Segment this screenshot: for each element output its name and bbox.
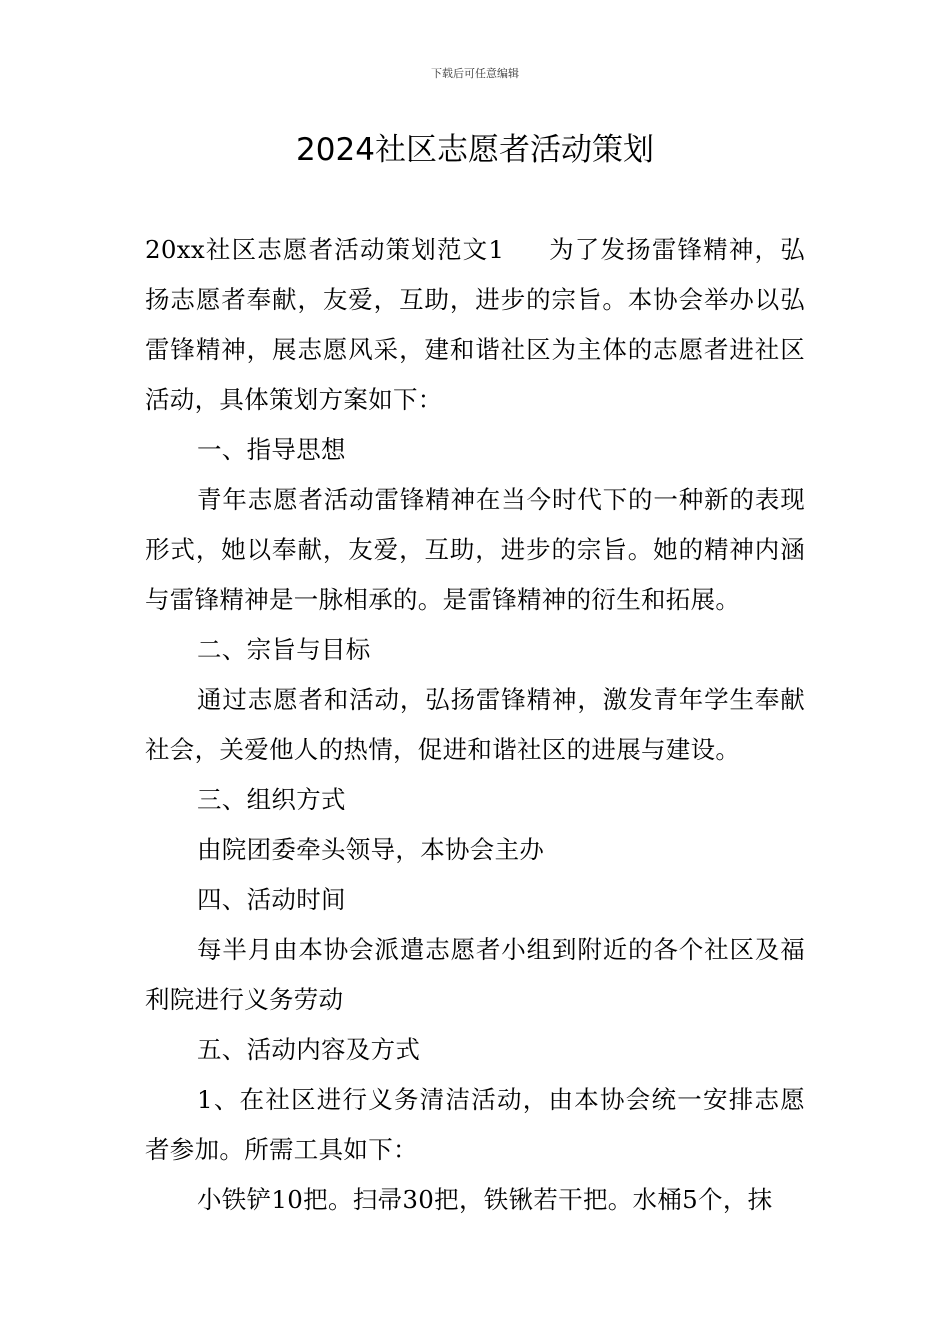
section-paragraph-5-1: 1、在社区进行义务清洁活动，由本协会统一安排志愿者参加。所需工具如下： <box>145 1085 805 1164</box>
section-paragraph-1-1: 青年志愿者活动雷锋精神在当今时代下的一种新的表现形式，她以奉献，友爱，互助，进步的宗旨。她的精神内涵与雷锋精神是一脉相承的。是雷锋精神的衍生和拓展。 <box>145 485 805 614</box>
section-heading-4: 四、活动时间 <box>197 885 346 914</box>
section-paragraph-3-1: 由院团委牵头领导，本协会主办 <box>197 835 545 864</box>
section-heading-3: 三、组织方式 <box>197 785 346 814</box>
document-title: 2024社区志愿者活动策划 <box>296 132 654 168</box>
intro-text: 为了发扬雷锋精神，弘扬志愿者奉献，友爱，互助，进步的宗旨。本协会举办以弘雷锋精神，展志愿风采，建和谐社区为主体的志愿者进社区活动，具体策划方案如下： <box>145 235 806 414</box>
section-heading-2: 二、宗旨与目标 <box>197 635 371 664</box>
section-paragraph-4-1: 每半月由本协会派遣志愿者小组到附近的各个社区及福利院进行义务劳动 <box>145 935 805 1014</box>
document-body <box>145 225 805 1225</box>
section-heading-1: 一、指导思想 <box>197 435 346 464</box>
section-paragraph-2-1: 通过志愿者和活动，弘扬雷锋精神，激发青年学生奉献社会，关爱他人的热情，促进和谐社区的进展与建设。 <box>145 685 805 764</box>
section-paragraph-5-2: 小铁铲10把。扫帚30把，铁锹若干把。水桶5个，抹 <box>197 1185 773 1214</box>
header-note: 下载后可任意编辑 <box>431 67 519 80</box>
intro-paragraph <box>145 225 805 425</box>
intro-label: 20xx社区志愿者活动策划范文1 <box>145 235 505 264</box>
section-heading-5: 五、活动内容及方式 <box>197 1035 421 1064</box>
